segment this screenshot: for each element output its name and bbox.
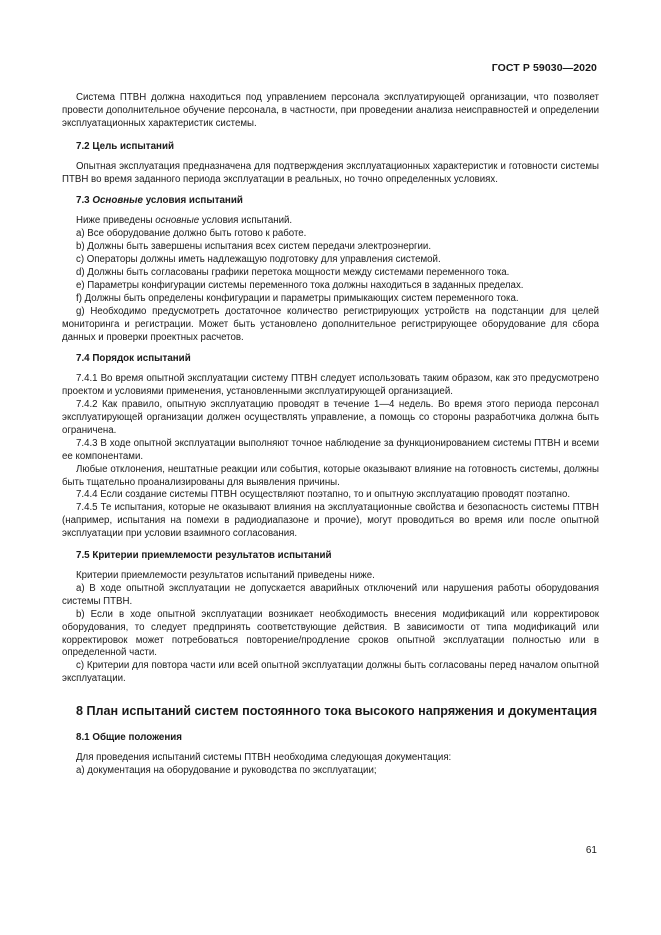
section-7-5-intro: Критерии приемлемости результатов испытаний приведены ниже. xyxy=(76,570,375,581)
clause-7-4-4: 7.4.4 Если создание системы ПТВН осуществляют поэтапно, то и опытную эксплуатацию проводят поэтапно. xyxy=(76,489,571,501)
document-id-header: ГОСТ Р 59030—2020 xyxy=(491,62,597,74)
section-7-3-intro-pre: Ниже приведены xyxy=(76,215,153,227)
section-8-1-paragraph: Для проведения испытаний системы ПТВН необходима следующая документация: xyxy=(76,751,452,763)
section-7-3-number: 7.3 xyxy=(76,195,90,207)
section-7-3-intro-emphasis: основные xyxy=(155,215,200,227)
list-item-c: c) Операторы должны иметь надлежащую подготовку для управления системой. xyxy=(76,254,441,266)
documentation-item-a: а) документация на оборудование и руководства по эксплуатации; xyxy=(76,764,377,776)
section-7-4-heading: 7.4 Порядок испытаний xyxy=(76,353,191,365)
clause-7-4-5: 7.4.5 Те испытания, которые не оказывают влияния на эксплуатационные свойства и безопасность системы ПТВН (например, испытания на помехи в радиодиапазоне и прочие), могут проводиться во время или после опытной эксплуатации при условии взаимного согласования. xyxy=(62,502,599,540)
list-item-d: d) Должны быть согласованы графики перетока мощности между системами переменного тока. xyxy=(76,266,510,278)
section-8-heading: 8 План испытаний систем постоянного тока высокого напряжения и документация xyxy=(76,704,598,719)
section-8-1-heading: 8.1 Общие положения xyxy=(76,731,183,743)
clause-7-4-3-continued: Любые отклонения, нештатные реакции или события, которые оказывают влияние на готовность системы, должны быть тщательно проанализированы для выявления причины. xyxy=(62,463,599,488)
section-7-3-heading-emphasis: Основные xyxy=(92,195,143,207)
criteria-item-c: c) Критерии для повтора части или всей опытной эксплуатации должны быть согласованы перед началом опытной эксплуатации. xyxy=(62,660,599,685)
list-item-a: a) Все оборудование должно быть готово к работе. xyxy=(76,228,307,240)
clause-7-4-1: 7.4.1 Во время опытной эксплуатации систему ПТВН следует использовать таким образом, как это предусмотрено проектом и условиями применения, установленными эксплуатирующей организацией. xyxy=(62,373,599,398)
section-7-3-intro xyxy=(62,215,599,228)
list-item-g: g) Необходимо предусмотреть достаточное количество регистрирующих устройств на подстанции для целей мониторинга и регистрации. Может быть установлено дополнительное регистрирующее оборудование для сбора данных и проверки проектных расчетов. xyxy=(62,305,599,343)
section-7-3-heading-rest: условия испытаний xyxy=(145,195,243,207)
intro-paragraph: Система ПТВН должна находиться под управлением персонала эксплуатирующей организации, что позволяет провести дополнительное обучение персонала, в частности, при проведении анализа неисправностей и определении эксплуатационных характеристик системы. xyxy=(62,92,599,129)
clause-7-4-3: 7.4.3 В ходе опытной эксплуатации выполняют точное наблюдение за функционированием системы ПТВН и всеми ее компонентами. xyxy=(62,437,599,462)
page-content xyxy=(62,92,599,777)
page-number: 61 xyxy=(585,845,597,856)
list-item-b: b) Должны быть завершены испытания всех систем передачи электроэнергии. xyxy=(76,241,432,253)
list-item-e: e) Параметры конфигурации системы переменного тока должны находиться в заданных пределах. xyxy=(76,279,524,291)
section-7-5-heading: 7.5 Критерии приемлемости результатов испытаний xyxy=(76,550,332,562)
criteria-item-b: b) Если в ходе опытной эксплуатации возникает необходимость внесения модификаций или корректировок оборудования, то следует предпринять соответствующие действия. В зависимости от типа модификаций или корректировок может потребоваться повторение/продление сроков опытной эксплуатации полностью или в определенной части. xyxy=(62,608,599,659)
section-7-3-heading xyxy=(76,195,599,208)
section-7-3-intro-post: условия испытаний. xyxy=(201,215,293,227)
list-item-f: f) Должны быть определены конфигурации и параметры примыкающих систем переменного тока. xyxy=(76,292,519,304)
section-7-2-paragraph: Опытная эксплуатация предназначена для подтверждения эксплуатационных характеристик и готовности системы ПТВН во время заданного периода эксплуатации в реальных, но точно определенных условиях. xyxy=(62,160,599,185)
criteria-item-a: a) В ходе опытной эксплуатации не допускается аварийных отключений или нарушения работы оборудования системы ПТВН. xyxy=(62,582,599,607)
clause-7-4-2: 7.4.2 Как правило, опытную эксплуатацию проводят в течение 1—4 недель. Во время этого периода персонал эксплуатирующей организации должен осуществлять управление, а помощь со стороны разработчика должна быть ограничена. xyxy=(62,399,599,436)
section-7-2-heading: 7.2 Цель испытаний xyxy=(76,140,174,152)
